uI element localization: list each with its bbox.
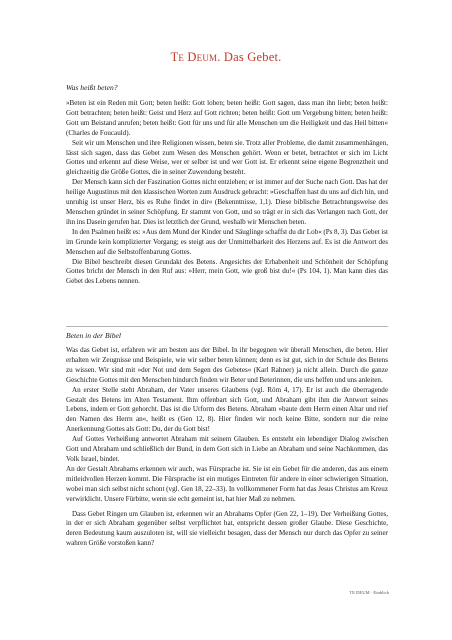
section-beten-in-der-bibel bbox=[66, 331, 388, 549]
paragraph: In den Psalmen heißt es: »Aus dem Mund der Kinder und Säuglinge schaffst du dir Lob« (Ps 8, 3). Das Gebet ist im Grunde kein komplizierter Vorgang; es steigt aus der Unmittelbarkeit des Herzens auf. Es ist die Antwort des Menschen auf die Selbstoffenbarung Gottes. bbox=[66, 227, 388, 256]
title-te-deum: Te Deum bbox=[170, 50, 218, 64]
paragraph: Die Bibel beschreibt diesen Grundakt des Betens. Angesichts der Erhabenheit und Schönheit der Schöpfung Gottes bricht der Mensch in den Ruf aus: »Herr, mein Gott, wie groß bist du!« (Ps 104, 1). Man kann dies das Gebet des Lebens nennen. bbox=[66, 257, 388, 286]
paragraph: Dass Gebet Ringen um Glauben ist, erkennen wir an Abrahams Opfer (Gen 22, 1–19). Der Verheißung Gottes, in der er sich Abraham gegenüber selbst verpflichtet hat, entspricht dessen großer Glaube. Diese Geschichte, deren Bedeutung kaum auszuloten ist, will sie vielleicht besagen, dass der Mensch nur durch das Opfer zu seiner wahren Größe vorstoßen kann? bbox=[66, 509, 388, 548]
page-title bbox=[0, 50, 452, 65]
paragraph: Der Mensch kann sich der Faszination Gottes nicht entziehen; er ist immer auf der Suche nach Gott. Das hat der heilige Augustinus mit den klassischen Worten zum Ausdruck gebracht: »Geschaffen hast du uns auf dich hin, und unruhig ist unser Herz, bis es Ruhe findet in dir« (Bekenntnisse, 1,1). Diese biblische Betrachtungsweise des Menschen gründet in seiner Schöpfung. Er stammt von Gott, und so trägt er in sich das Verlangen nach Gott, der ihn ins Dasein gerufen hat. Dies ist letztlich der Grund, weshalb wir Menschen beten. bbox=[66, 178, 388, 226]
section-was-heisst-beten bbox=[66, 83, 388, 287]
section-heading: Was heißt beten? bbox=[66, 83, 118, 92]
paragraph: Seit wir um Menschen und ihre Religionen wissen, beten sie. Trotz aller Probleme, die damit zusammenhängen, lässt sich sagen, dass das Gebet zum Wesen des Menschen gehört. Wenn er betet, betrachtet er sich im Licht Gottes und erkennt auf diese Weise, wer er selber ist und wer Gott ist. Er erkennt seine eigene Begrenztheit und gleichzeitig die Größe Gottes, die in seiner Zuwendung besteht. bbox=[66, 138, 388, 177]
title-das-gebet: . Das Gebet. bbox=[217, 50, 282, 64]
paragraph: An der Gestalt Abrahams erkennen wir auch, was Fürsprache ist. Sie ist ein Gebet für die anderen, das aus einem mitleidvollen Herzen kommt. Die Fürsprache ist ein mutiges Eintreten für andere in einer schwierigen Situation, wobei man sich selbst nicht schont (vgl. Gen 18, 22–33). In vollkommener Form hat das Jesus Christus am Kreuz verwirklicht. Unsere Fürbitte, wenn sie echt gemeint ist, hat hier Maß zu nehmen. bbox=[66, 464, 388, 503]
paragraph: Was das Gebet ist, erfahren wir am besten aus der Bibel. In ihr begegnen wir überall Menschen, die beten. Hier erhalten wir Zeugnisse und Beispiele, wie wir selber beten können; denn es ist gut, sich in der Schule des Betens zu wissen. Wir sind mit »der Not und dem Segen des Gebetes« (Karl Rahner) ja nicht allein. Durch die ganze Geschichte Gottes mit den Menschen hindurch finden wir Beter und Beterinnen, die uns helfen und uns anleiten. bbox=[66, 346, 388, 384]
paragraph: »Beten ist ein Reden mit Gott; beten heißt: Gott loben; beten heißt: Gott sagen, dass man ihn liebt; beten heißt: Gott betrachten; beten heißt: Geist und Herz auf Gott richten; beten heißt: Gott um Vergebung bitten; beten heißt: Gott um Beistand anrufen; beten heißt: Gott für uns und für alle Menschen um die Heiligkeit und das Heil bitten« (Charles de Foucauld). bbox=[66, 99, 388, 137]
paragraph: An erster Stelle steht Abraham, der Vater unseres Glaubens (vgl. Röm 4, 17). Er ist auch die überragende Gestalt des Betens im Alten Testament. Ihm offenbart sich Gott, und Abraham gibt ihm die Antwort seines Lebens, indem er Gott gehorcht. Das ist die Urform des Betens. Abraham »baute dem Herrn einen Altar und rief den Namen des Herrn an«, heißt es (Gen 12, 8). Hier finden wir noch keine Bitte, sondern nur die reine Anerkennung Gottes als Gott: Du, der du Gott bist! bbox=[66, 385, 388, 434]
paragraph: Auf Gottes Verheißung antwortet Abraham mit seinem Glauben. Es entsteht ein lebendiger Dialog zwischen Gott und Abraham und schließlich der Bund, in dem Gott sich in Liebe an Abraham und seine Nachkommen, das Volk Israel, bindet. bbox=[66, 435, 388, 463]
page-footer: TE DEUM · Einblick bbox=[349, 590, 389, 595]
section-heading: Beten in der Bibel bbox=[66, 331, 122, 340]
section-divider bbox=[66, 326, 388, 327]
